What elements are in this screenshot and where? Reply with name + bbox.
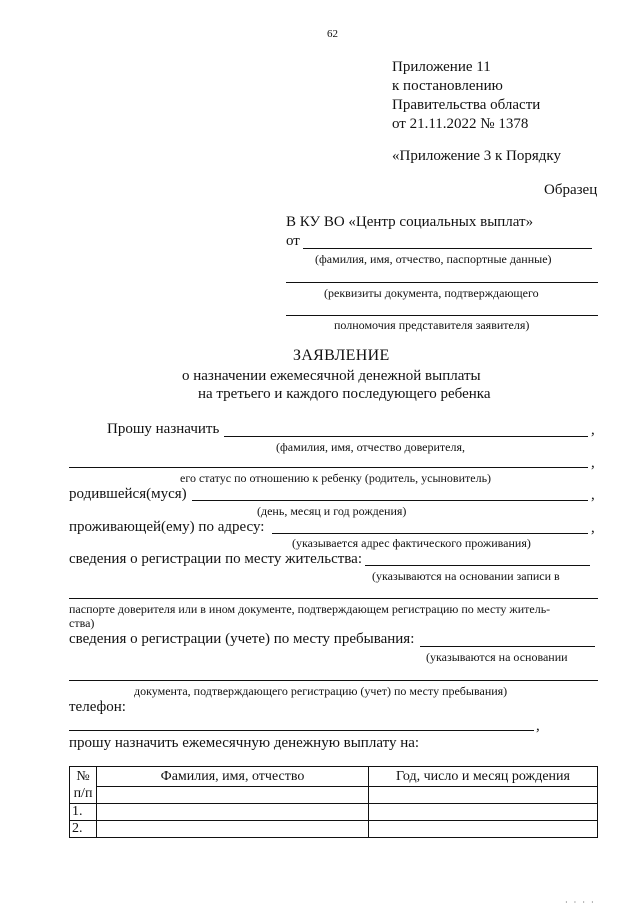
request-label: Прошу назначить bbox=[107, 421, 220, 437]
phone-field[interactable] bbox=[69, 730, 534, 731]
trustee-status-field[interactable] bbox=[69, 467, 588, 468]
header-dob: Год, число и месяц рождения bbox=[369, 767, 598, 787]
table-row bbox=[70, 804, 598, 821]
row-num: 2. bbox=[70, 821, 97, 838]
order-reference: «Приложение 3 к Порядку bbox=[392, 148, 561, 164]
hint-status: его статус по отношению к ребенку (родитель, усыновитель) bbox=[180, 471, 492, 485]
from-name-field[interactable] bbox=[303, 248, 592, 249]
from-document-field[interactable] bbox=[286, 282, 598, 283]
appendix-line-3: Правительства области bbox=[392, 97, 541, 113]
row-dob-cell[interactable] bbox=[369, 821, 598, 838]
appendix-line-4: от 21.11.2022 № 1378 bbox=[392, 116, 529, 132]
hint-name: (фамилия, имя, отчество, паспортные данные) bbox=[315, 252, 552, 266]
hint-reg-3: ства) bbox=[69, 616, 95, 630]
phone-label: телефон: bbox=[69, 699, 126, 715]
appendix-line-2: к постановлению bbox=[392, 78, 503, 94]
comma: , bbox=[591, 487, 595, 503]
addressee-from-label: от bbox=[286, 233, 300, 249]
comma: , bbox=[591, 422, 595, 438]
scan-artifact: · · · · bbox=[565, 898, 596, 907]
hint-birthdate: (день, месяц и год рождения) bbox=[257, 504, 407, 518]
children-table bbox=[69, 766, 598, 838]
from-authority-field[interactable] bbox=[286, 315, 598, 316]
hint-document: (реквизиты документа, подтверждающего bbox=[324, 286, 539, 300]
birthdate-field[interactable] bbox=[192, 500, 588, 501]
hint-authority: полномочия представителя заявителя) bbox=[334, 318, 530, 332]
trustee-field[interactable] bbox=[224, 436, 588, 437]
hint-trustee: (фамилия, имя, отчество доверителя, bbox=[276, 440, 466, 454]
residing-label: проживающей(ему) по адресу: bbox=[69, 519, 265, 535]
comma: , bbox=[591, 455, 595, 471]
reg-residence-label: сведения о регистрации по месту жительства: bbox=[69, 551, 362, 567]
hint-address: (указывается адрес фактического проживания) bbox=[292, 536, 531, 550]
row-name-cell[interactable] bbox=[97, 804, 369, 821]
born-label: родившейся(муся) bbox=[69, 486, 187, 502]
table-header-row-2 bbox=[70, 786, 598, 804]
reg-residence-field[interactable] bbox=[365, 565, 590, 566]
hint-stay-2: документа, подтверждающего регистрацию (учет) по месту пребывания) bbox=[134, 684, 508, 698]
header-name: Фамилия, имя, отчество bbox=[97, 767, 369, 787]
row-dob-cell[interactable] bbox=[369, 804, 598, 821]
hint-reg-2: паспорте доверителя или в ином документе, подтверждающем регистрацию по месту житель- bbox=[69, 602, 551, 616]
addressee-to: В КУ ВО «Центр социальных выплат» bbox=[286, 214, 534, 230]
ask-label: прошу назначить ежемесячную денежную выплату на: bbox=[69, 735, 420, 751]
row-name-cell[interactable] bbox=[97, 821, 369, 838]
reg-stay-label: сведения о регистрации (учете) по месту пребывания: bbox=[69, 631, 415, 647]
row-num: 1. bbox=[70, 804, 97, 821]
header-num: № bbox=[70, 767, 97, 787]
header-name-cell bbox=[97, 786, 369, 804]
title-line-1: о назначении ежемесячной денежной выплаты bbox=[182, 368, 481, 384]
appendix-line-1: Приложение 11 bbox=[392, 59, 491, 75]
header-dob-cell bbox=[369, 786, 598, 804]
reg-residence-field-2[interactable] bbox=[69, 598, 598, 599]
reg-stay-field-2[interactable] bbox=[69, 680, 598, 681]
page-number: 62 bbox=[327, 28, 338, 40]
reg-stay-field[interactable] bbox=[420, 646, 595, 647]
hint-reg-1: (указываются на основании записи в bbox=[372, 569, 560, 583]
header-num-2: п/п bbox=[70, 786, 97, 804]
comma: , bbox=[536, 718, 540, 734]
address-field[interactable] bbox=[272, 533, 588, 534]
hint-stay-1: (указываются на основании bbox=[426, 650, 568, 664]
table-header-row bbox=[70, 767, 598, 787]
table-row bbox=[70, 821, 598, 838]
document-title: ЗАЯВЛЕНИЕ bbox=[293, 347, 390, 364]
comma: , bbox=[591, 520, 595, 536]
title-line-2: на третьего и каждого последующего ребенка bbox=[198, 386, 491, 402]
sample-label: Образец bbox=[544, 182, 598, 198]
